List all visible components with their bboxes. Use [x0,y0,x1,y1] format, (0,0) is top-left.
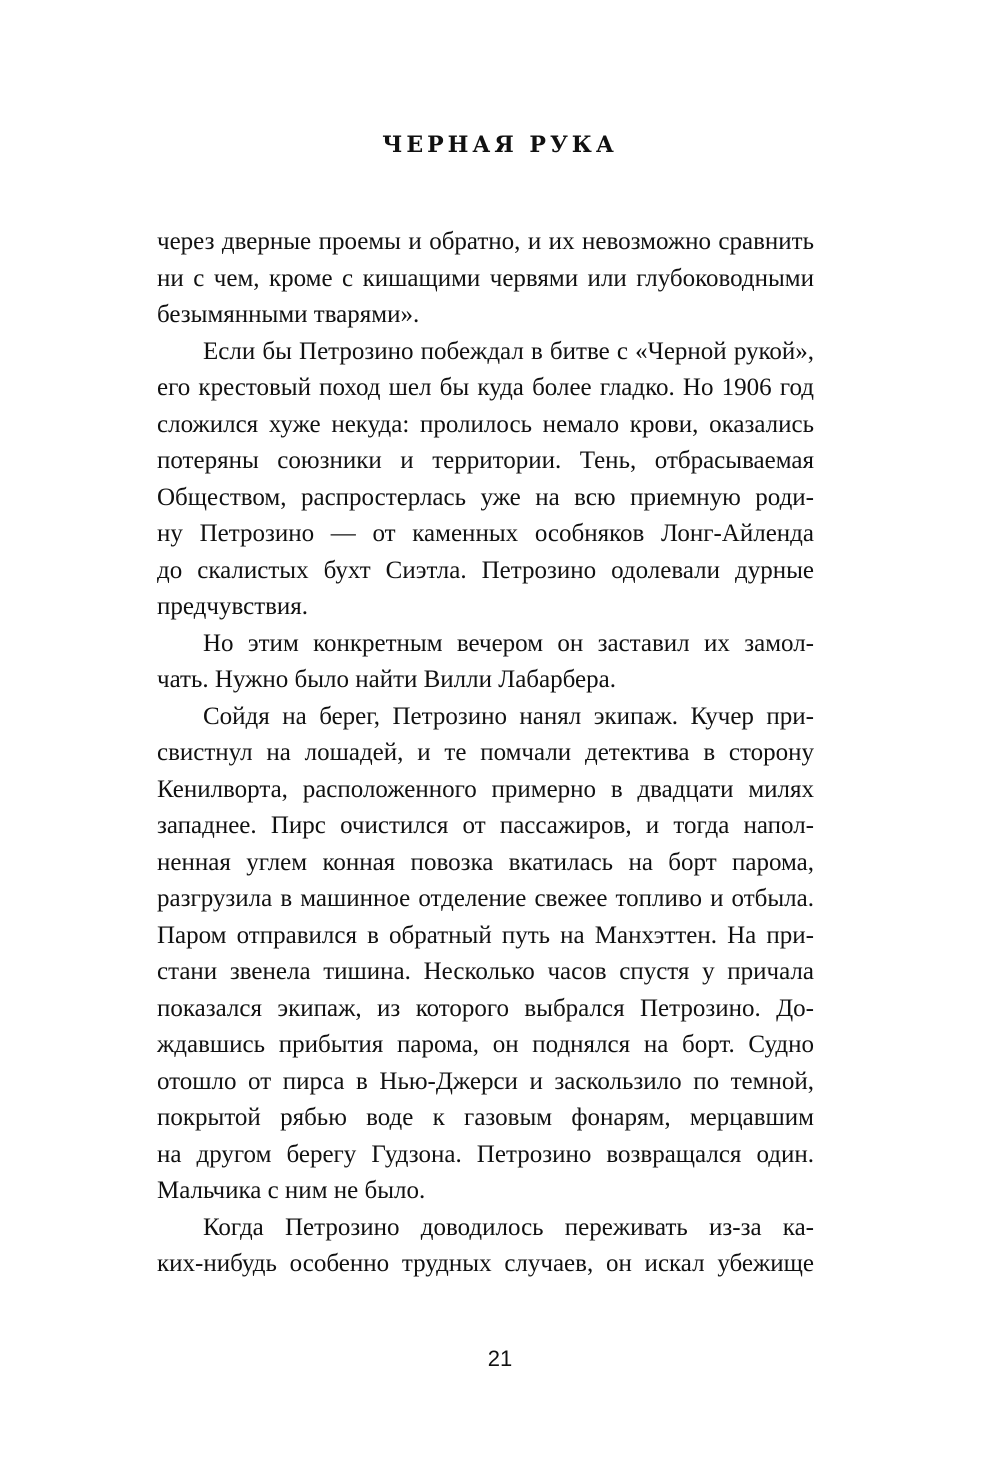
paragraph [157,224,814,334]
text-line: Но этим конкретным вечером он заставил их замол- [203,629,814,657]
text-line: разгрузила в машинное отделение свежее топливо и отбыла. [157,885,814,912]
text-line: предчувствия. [157,593,309,620]
text-line: Если бы Петрозино побеждал в битве с «Черной рукой», [203,337,814,365]
body-text [157,224,814,1283]
text-line: потеряны союзники и территории. Тень, отбрасываемая [157,447,814,474]
text-line: отошло от пирса в Нью-Джерси и заскользило по темной, [157,1067,814,1095]
text-line: показался экипаж, из которого выбрался Петрозино. До- [157,994,814,1022]
paragraph [157,626,814,699]
text-line: его крестовый поход шел бы куда более гладко. Но 1906 год [157,374,814,401]
text-line: чать. Нужно было найти Вилли Лабарбера. [157,666,616,693]
text-line: до скалистых бухт Сиэтла. Петрозино одолевали дурные [157,556,814,584]
text-line: западнее. Пирс очистился от пассажиров, и тогда напол- [157,812,814,839]
text-line: стани звенела тишина. Несколько часов спустя у причала [157,958,814,985]
text-line: Кенилворта, расположенного примерно в двадцати милях [157,775,814,803]
text-line: Мальчика с ним не было. [157,1177,426,1204]
text-line: покрытой рябью воде к газовым фонарям, мерцавшим [157,1104,814,1131]
text-line: сложился хуже некуда: пролилось немало крови, оказались [157,410,814,438]
text-line: безымянными тварями». [157,301,420,328]
text-line: ненная углем конная повозка вкатилась на борт парома, [157,848,814,876]
text-line: на другом берегу Гудзона. Петрозино возвращался один. [157,1140,814,1168]
text-line: свистнул на лошадей, и те помчали детектива в сторону [157,739,814,766]
text-line: ни с чем, кроме с кишащими червями или глубоководными [157,264,814,292]
text-line: ких-нибудь особенно трудных случаев, он искал убежище [157,1250,814,1277]
running-head: ЧЕРНАЯ РУКА [382,132,618,158]
paragraph [157,699,814,1210]
text-line: Обществом, распростерлась уже на всю приемную роди- [157,483,814,511]
text-line: Когда Петрозино доводилось переживать из-за ка- [203,1213,814,1241]
paragraph [157,1210,814,1283]
paragraph [157,334,814,626]
text-line: ждавшись прибытия парома, он поднялся на борт. Судно [157,1031,814,1058]
text-line: через дверные проемы и обратно, и их невозможно сравнить [157,228,814,255]
text-line: ну Петрозино — от каменных особняков Лонг-Айленда [157,520,814,547]
page-number: 21 [487,1346,513,1371]
text-line: Сойдя на берег, Петрозино нанял экипаж. Кучер при- [203,702,814,730]
text-line: Паром отправился в обратный путь на Манхэттен. На при- [157,921,814,949]
